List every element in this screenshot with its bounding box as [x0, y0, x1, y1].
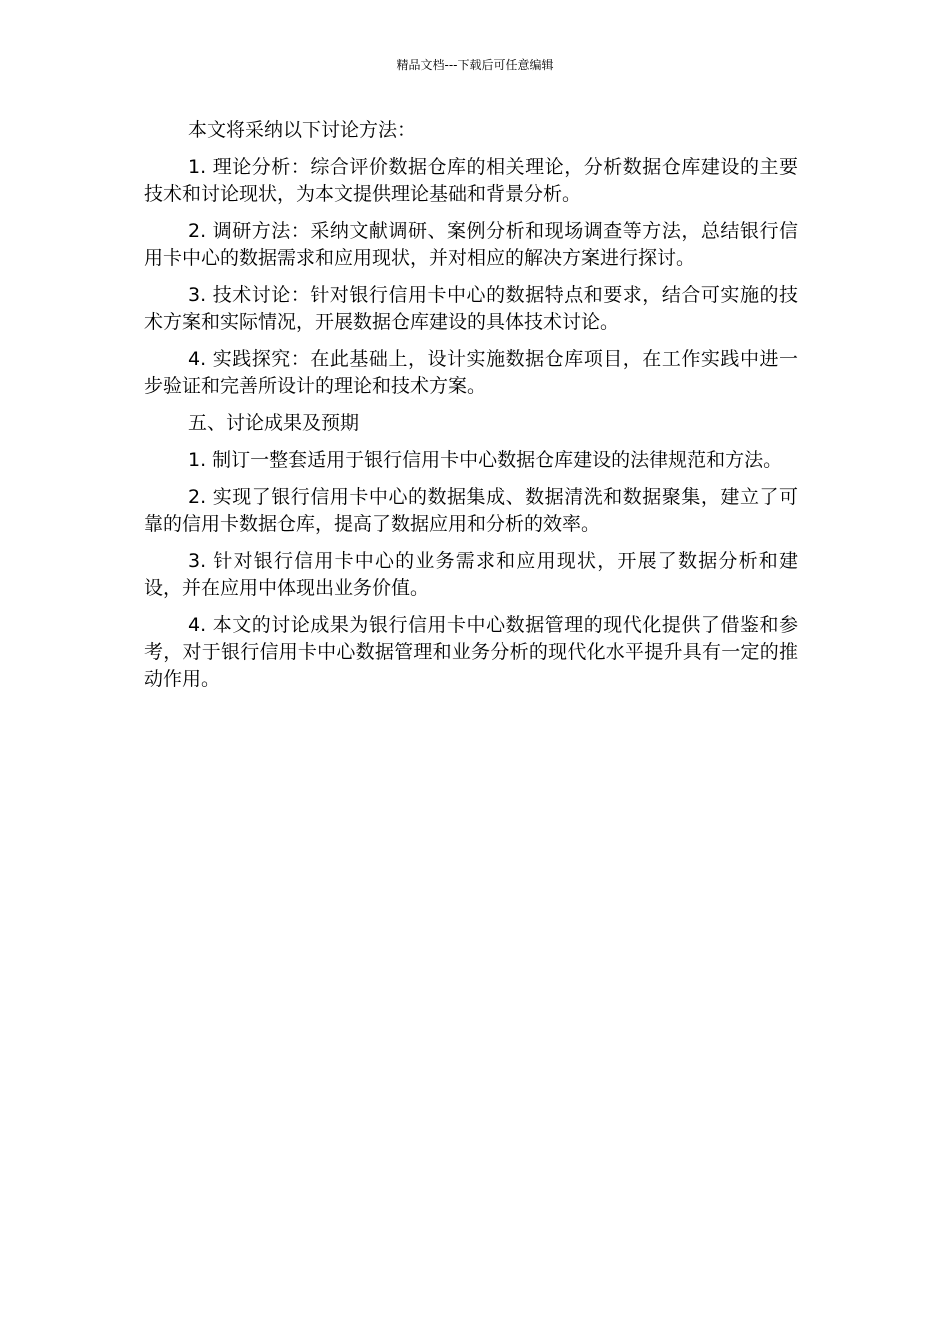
method-item-technical: 3. 技术讨论：针对银行信用卡中心的数据特点和要求，结合可实施的技术方案和实际情况，开展数据仓库建设的具体技术讨论。	[144, 284, 798, 333]
methods-intro-paragraph: 本文将采纳以下讨论方法：	[188, 119, 417, 141]
section-heading-results: 五、讨论成果及预期	[188, 412, 360, 434]
method-item-research: 2. 调研方法：采纳文献调研、案例分析和现场调查等方法，总结银行信用卡中心的数据需求和应用现状，并对相应的解决方案进行探讨。	[144, 220, 798, 269]
method-item-theory: 1. 理论分析：综合评价数据仓库的相关理论，分析数据仓库建设的主要技术和讨论现状，为本文提供理论基础和背景分析。	[144, 156, 798, 205]
document-body	[144, 117, 798, 703]
result-item-3: 3. 针对银行信用卡中心的业务需求和应用现状，开展了数据分析和建设，并在应用中体现出业务价值。	[144, 550, 798, 599]
result-item-2: 2. 实现了银行信用卡中心的数据集成、数据清洗和数据聚集，建立了可靠的信用卡数据仓库，提高了数据应用和分析的效率。	[144, 486, 798, 535]
method-item-practice: 4. 实践探究：在此基础上，设计实施数据仓库项目，在工作实践中进一步验证和完善所设计的理论和技术方案。	[144, 348, 798, 397]
result-item-1: 1. 制订一整套适用于银行信用卡中心数据仓库建设的法律规范和方法。	[188, 449, 783, 471]
result-item-4: 4. 本文的讨论成果为银行信用卡中心数据管理的现代化提供了借鉴和参考，对于银行信用卡中心数据管理和业务分析的现代化水平提升具有一定的推动作用。	[144, 614, 798, 690]
page-header: 精品文档---下载后可任意编辑	[396, 58, 554, 72]
